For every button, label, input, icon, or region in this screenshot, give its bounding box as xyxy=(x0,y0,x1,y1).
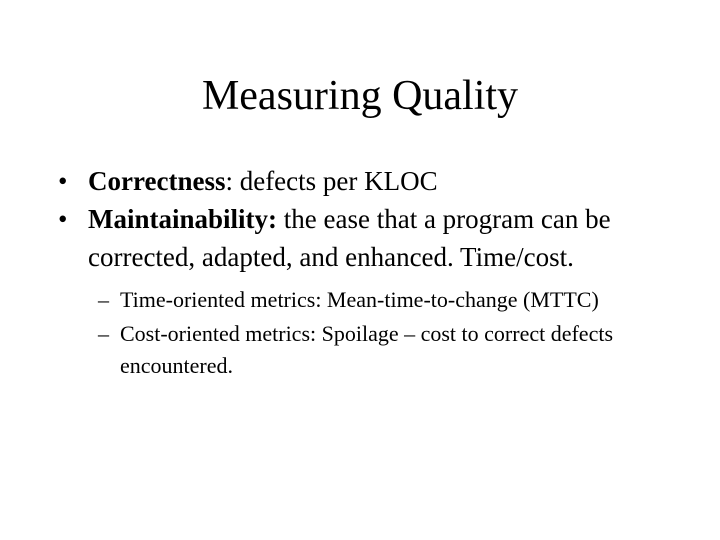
sub-bullet-text: Time-oriented metrics: Mean-time-to-change (MTTC) xyxy=(120,287,599,312)
bullet-correctness xyxy=(56,162,676,200)
bullet-text: : defects per KLOC xyxy=(225,166,438,196)
sub-bullet-list xyxy=(98,284,676,382)
sub-bullet-text: Cost-oriented metrics: Spoilage – cost to correct defects encountered. xyxy=(120,321,614,378)
sub-bullet-marker: – xyxy=(98,287,109,312)
bullet-term: Correctness xyxy=(88,166,226,196)
sub-bullet-cost-oriented xyxy=(98,318,676,382)
bullet-marker: • xyxy=(58,166,68,196)
sub-bullet-time-oriented xyxy=(98,284,676,316)
slide-title: Measuring Quality xyxy=(201,73,519,119)
bullet-text: the ease that a program can be corrected, adapted, and enhanced. Time/cost. xyxy=(88,204,611,272)
bullet-term: Maintainability: xyxy=(88,204,278,234)
sub-bullet-marker: – xyxy=(98,321,109,346)
bullet-list xyxy=(56,162,676,384)
bullet-marker: • xyxy=(58,204,68,234)
bullet-maintainability xyxy=(56,200,676,276)
